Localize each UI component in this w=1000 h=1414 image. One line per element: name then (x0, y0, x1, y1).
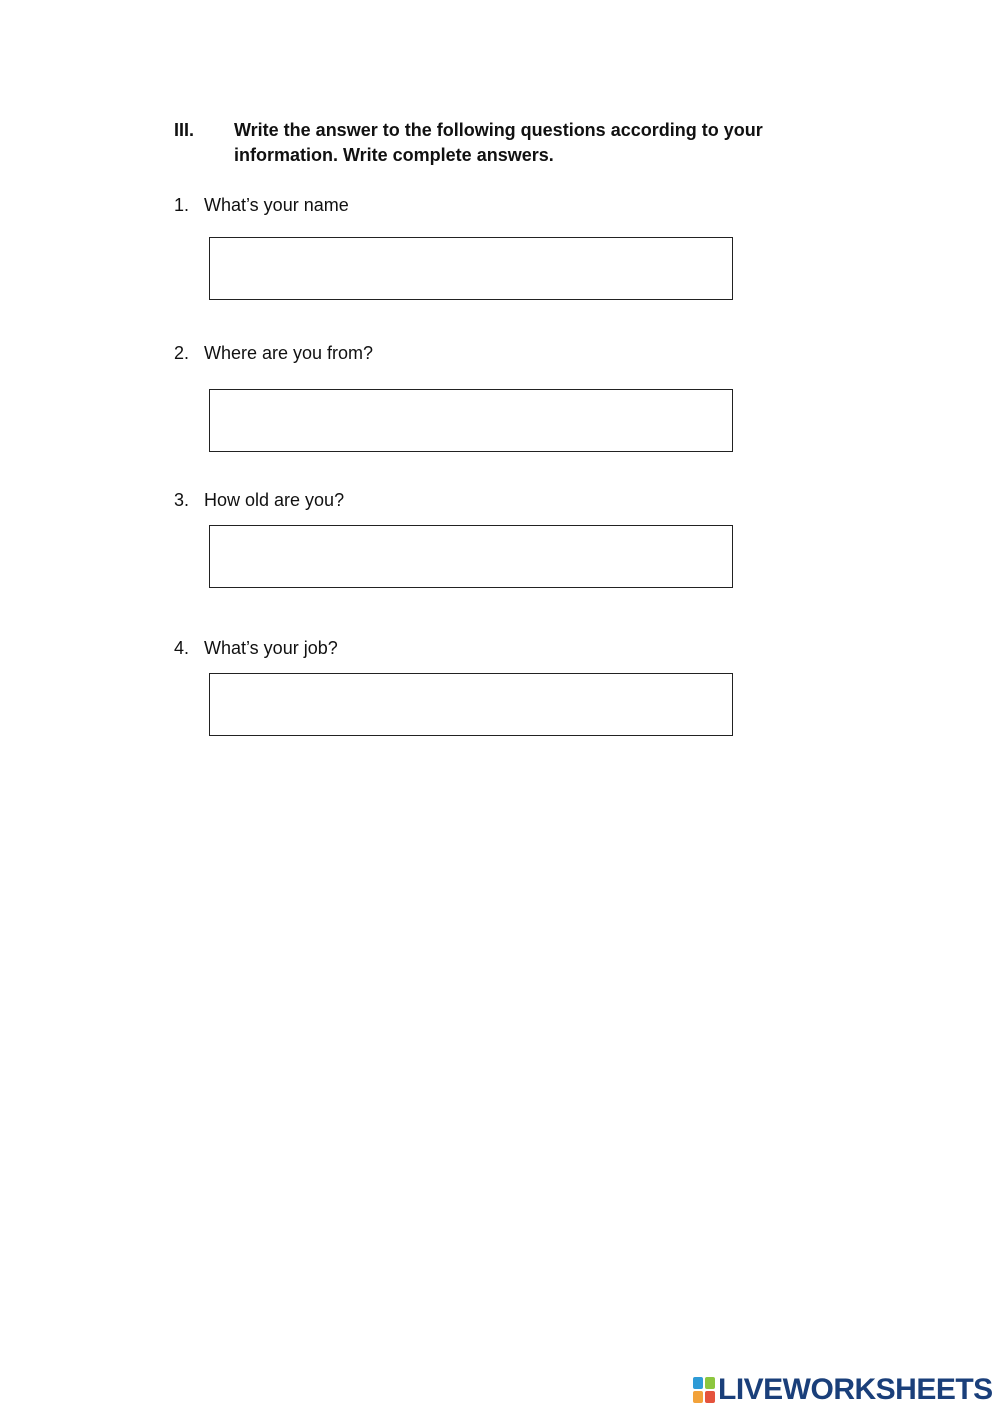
question-text: How old are you? (204, 490, 345, 510)
question-text: What’s your name (204, 195, 349, 215)
liveworksheets-logo-icon (693, 1377, 715, 1403)
logo-tile (705, 1377, 715, 1389)
answer-field-3[interactable] (209, 525, 733, 588)
question-number: 1. (174, 195, 190, 215)
question-1 (174, 193, 349, 217)
section-instruction: Write the answer to the following questions according to your information. Write complete answers. (234, 120, 763, 165)
question-number: 2. (174, 343, 190, 363)
question-4 (174, 636, 338, 660)
question-2 (174, 341, 373, 365)
answer-field-2[interactable] (209, 389, 733, 452)
question-3 (174, 488, 344, 512)
logo-tile (705, 1391, 715, 1403)
section-heading (174, 118, 814, 168)
question-number: 3. (174, 490, 190, 510)
logo-tile (693, 1391, 703, 1403)
answer-field-1[interactable] (209, 237, 733, 300)
question-number: 4. (174, 638, 190, 658)
logo-tile (693, 1377, 703, 1389)
question-text: Where are you from? (204, 343, 374, 363)
answer-field-4[interactable] (209, 673, 733, 736)
question-text: What’s your job? (204, 638, 338, 658)
section-numeral: III. (174, 120, 195, 140)
liveworksheets-brand (693, 1374, 993, 1406)
brand-text: LIVEWORKSHEETS (718, 1373, 993, 1406)
